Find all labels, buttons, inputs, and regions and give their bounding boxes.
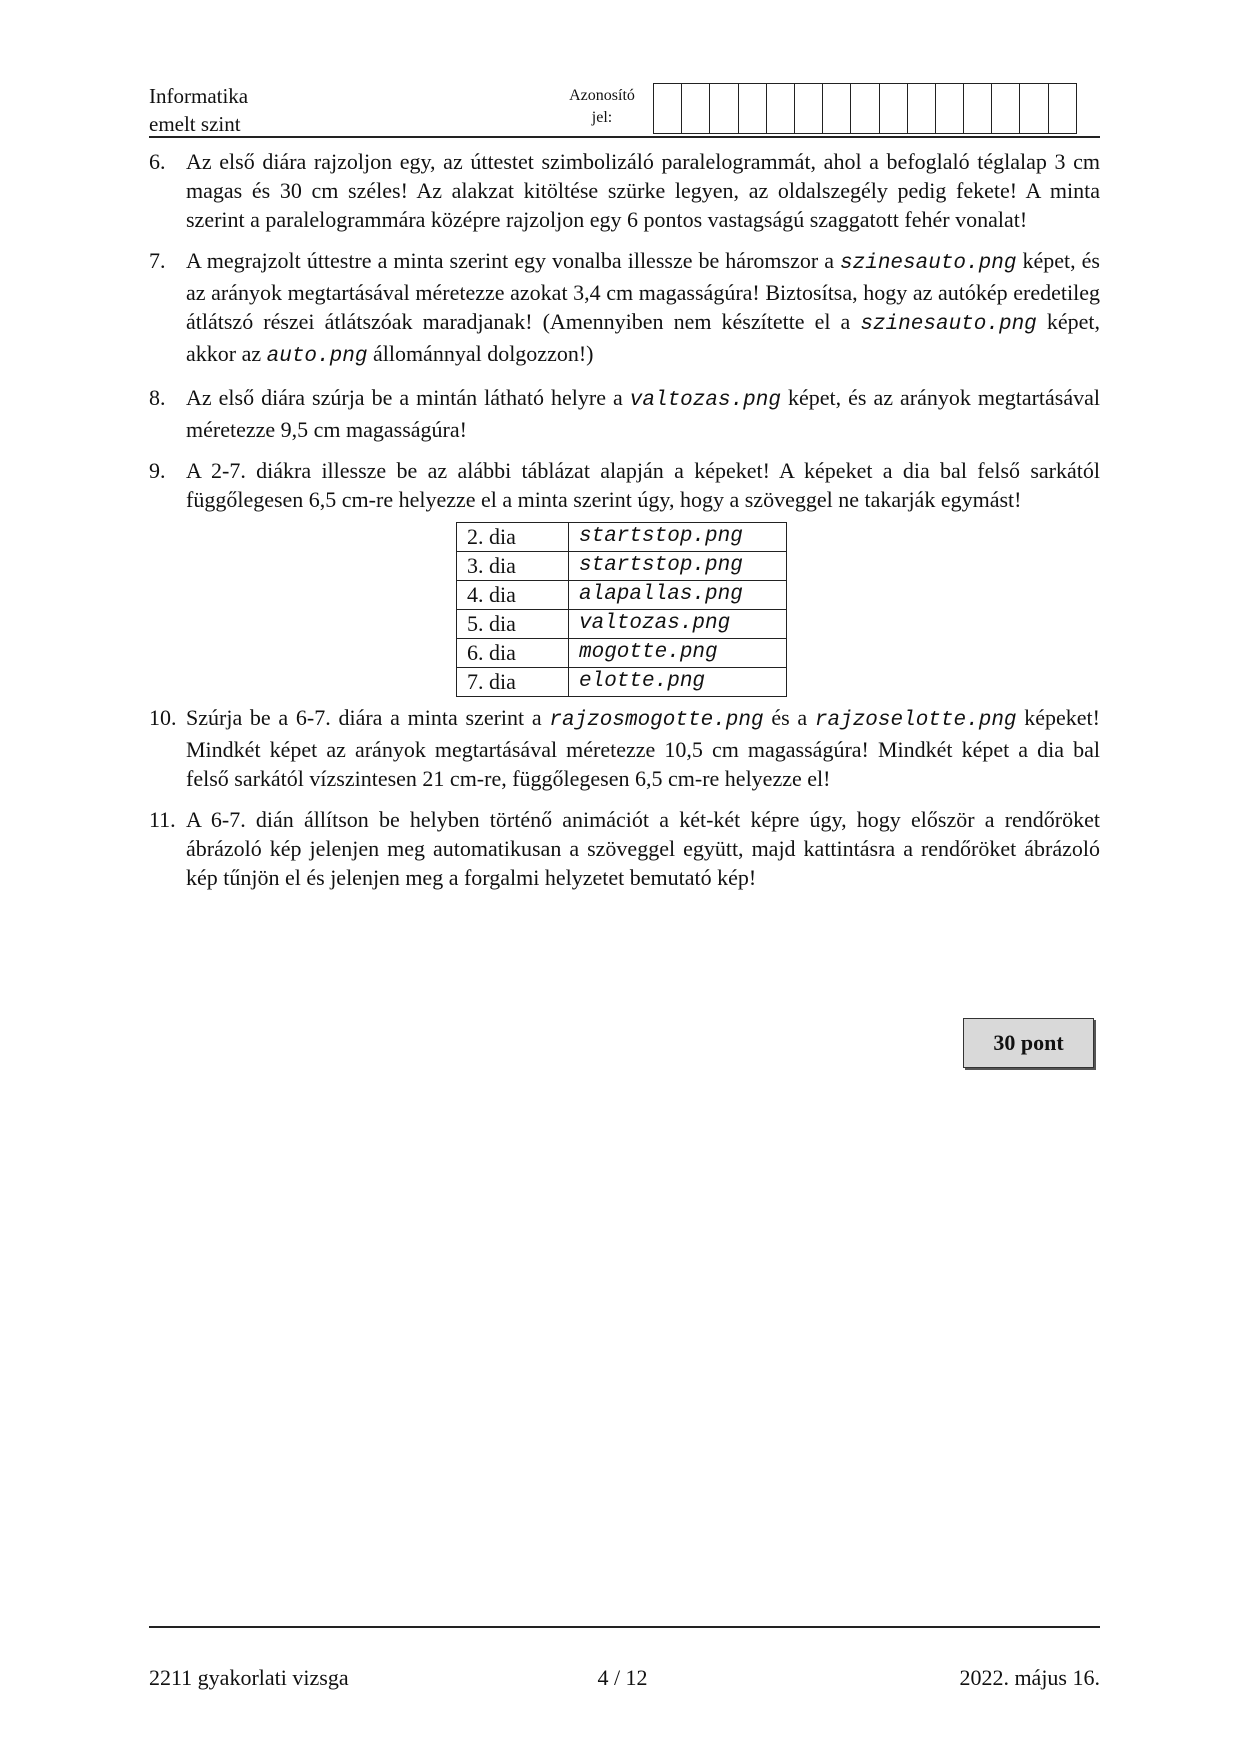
id-box-cell[interactable] <box>1020 84 1048 133</box>
id-box-cell[interactable] <box>795 84 823 133</box>
footer-date: 2022. május 16. <box>959 1665 1100 1690</box>
task-text-segment: A megrajzolt úttestre a minta szerint egy vonalba illessze be háromszor a <box>186 248 841 273</box>
task-text-segment: képeket! Mindkét képet az arányok megtartásával méretezze 10,5 cm magasságúra! Mindkét képet a dia bal felső sarkától vízszintesen 21 cm-re, függőlegesen 6,5 cm-re helyezze el! <box>186 705 1100 791</box>
id-box-cell[interactable] <box>964 84 992 133</box>
task-number: 11. <box>149 807 176 832</box>
slide-image-table <box>456 522 787 697</box>
table-cell-file: mogotte.png <box>569 639 787 668</box>
header-subject-block <box>149 82 248 138</box>
header-subject: Informatika <box>149 84 249 108</box>
task-text-segment: képet, és az arányok megtartásával méretezze 9,5 cm magasságúra! <box>186 385 1100 442</box>
table-cell-file: valtozas.png <box>569 610 787 639</box>
table-row <box>457 523 787 552</box>
id-label <box>552 85 652 129</box>
footer-divider <box>149 1626 1100 1628</box>
task-item <box>149 147 1100 234</box>
table-cell-file: alapallas.png <box>569 581 787 610</box>
task-text-segment: képet, és az arányok megtartásával méretezze azokat 3,4 cm magasságúra! Biztosítsa, hogy az autókép eredetileg átlátszó részei átlátszóak maradjanak! (Amennyiben nem készítette el a <box>186 248 1100 334</box>
points-box: 30 pont <box>963 1018 1094 1068</box>
footer-exam-code: 2211 gyakorlati vizsga <box>149 1665 349 1690</box>
table-cell-slide: 2. dia <box>457 523 569 552</box>
table-row <box>457 581 787 610</box>
task-text-segment: A 6-7. dián állítson be helyben történő animációt a két-két képre úgy, hogy először a rendőröket ábrázoló kép jelenjen meg automatikusan a szöveggel együtt, majd kattintásra a rendőröket ábrázoló kép tűnjön el és jelenjen meg a forgalmi helyzetet bemutató kép! <box>186 807 1100 890</box>
task-text-segment: Az első diára szúrja be a mintán látható helyre a <box>186 385 630 410</box>
id-box-cell[interactable] <box>739 84 767 133</box>
task-text-segment: és a <box>763 705 815 730</box>
table-cell-slide: 3. dia <box>457 552 569 581</box>
task-item <box>149 383 1100 444</box>
id-box-cell[interactable] <box>823 84 851 133</box>
task-number: 7. <box>149 248 166 273</box>
id-box-cell[interactable] <box>880 84 908 133</box>
task-text <box>186 805 1100 892</box>
header-level: emelt szint <box>149 112 241 136</box>
task-text-segment: Szúrja be a 6-7. diára a minta szerint a <box>186 705 550 730</box>
task-item <box>149 456 1100 514</box>
task-text <box>186 147 1100 234</box>
table-cell-file: startstop.png <box>569 552 787 581</box>
id-box-cell[interactable] <box>710 84 738 133</box>
task-number: 8. <box>149 385 166 410</box>
filename: szinesauto.png <box>860 313 1037 336</box>
task-text <box>186 456 1100 514</box>
task-text <box>186 246 1100 371</box>
task-text-segment: állománnyal dolgozzon!) <box>367 341 594 366</box>
id-box-cell[interactable] <box>851 84 879 133</box>
header-divider <box>149 136 1100 138</box>
id-label-line2: jel: <box>591 109 613 126</box>
table-cell-file: elotte.png <box>569 668 787 697</box>
id-box-cell[interactable] <box>908 84 936 133</box>
filename: rajzosmogotte.png <box>549 709 764 732</box>
table-row <box>457 639 787 668</box>
task-number: 10. <box>149 705 177 730</box>
table-cell-slide: 7. dia <box>457 668 569 697</box>
filename: rajzoselotte.png <box>814 709 1017 732</box>
task-number: 9. <box>149 458 166 483</box>
id-label-line1: Azonosító <box>569 87 635 104</box>
table-row <box>457 668 787 697</box>
task-number: 6. <box>149 149 166 174</box>
id-box-cell[interactable] <box>654 84 682 133</box>
task-text <box>186 383 1100 444</box>
table-cell-file: startstop.png <box>569 523 787 552</box>
task-text <box>186 703 1100 793</box>
table-row <box>457 610 787 639</box>
id-boxes <box>653 83 1077 134</box>
table-cell-slide: 4. dia <box>457 581 569 610</box>
task-item <box>149 805 1100 892</box>
id-box-cell[interactable] <box>767 84 795 133</box>
task-text-segment: A 2-7. diákra illessze be az alábbi táblázat alapján a képeket! A képeket a dia bal felső sarkától függőlegesen 6,5 cm-re helyezze el a minta szerint úgy, hogy a szöveggel ne takarják egymást! <box>186 458 1100 512</box>
task-text-segment: Az első diára rajzoljon egy, az úttestet szimbolizáló paralelogrammát, ahol a befoglaló téglalap 3 cm magas és 30 cm széles! Az alakzat kitöltése szürke legyen, az oldalszegély pedig fekete! A minta szerint a paralelogrammára középre rajzoljon egy 6 pontos vastagságú szaggatott fehér vonalat! <box>186 149 1100 232</box>
task-text-segment: képet, akkor az <box>186 309 1100 366</box>
id-box-cell[interactable] <box>936 84 964 133</box>
id-box-cell[interactable] <box>1049 84 1077 133</box>
id-box-cell[interactable] <box>682 84 710 133</box>
filename: szinesauto.png <box>840 252 1017 275</box>
filename: auto.png <box>266 345 368 368</box>
footer-page-number: 4 / 12 <box>597 1665 648 1690</box>
task-list <box>149 147 1100 904</box>
task-item <box>149 703 1100 793</box>
table-cell-slide: 5. dia <box>457 610 569 639</box>
filename: valtozas.png <box>629 389 781 412</box>
task-item <box>149 246 1100 371</box>
table-cell-slide: 6. dia <box>457 639 569 668</box>
table-row <box>457 552 787 581</box>
id-box-cell[interactable] <box>992 84 1020 133</box>
